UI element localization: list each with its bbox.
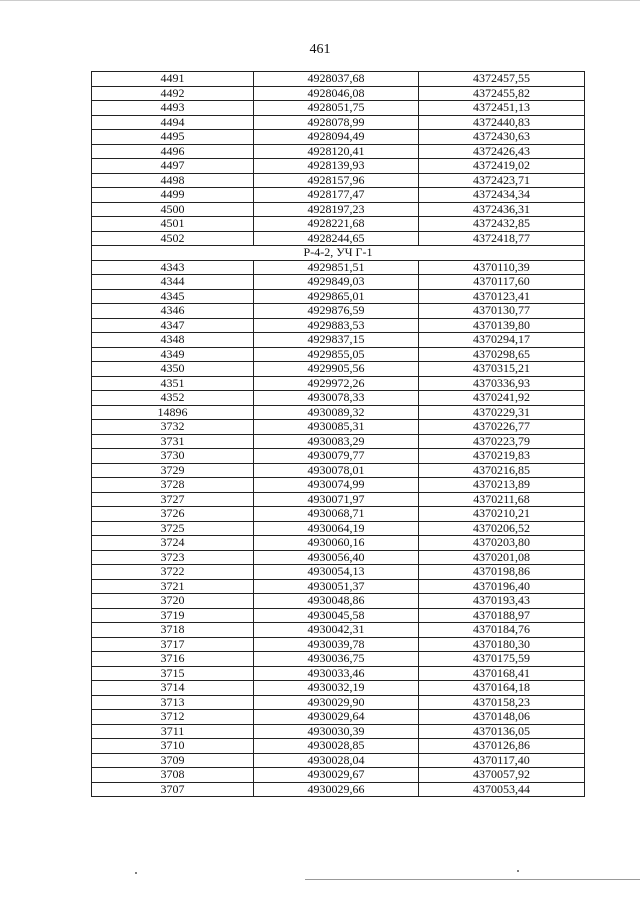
point-number-cell: 3719 [92,608,254,623]
y-coordinate-cell: 4370219,83 [419,449,585,464]
x-coordinate-cell: 4928046,08 [254,86,419,101]
point-number-cell: 4500 [92,202,254,217]
y-coordinate-cell: 4370216,85 [419,463,585,478]
y-coordinate-cell: 4370184,76 [419,623,585,638]
point-number-cell: 4352 [92,391,254,406]
table-row [92,115,585,130]
point-number-cell: 3716 [92,652,254,667]
y-coordinate-cell: 4370210,21 [419,507,585,522]
table-row [92,159,585,174]
point-number-cell: 3710 [92,739,254,754]
scan-top-edge [0,0,640,1]
x-coordinate-cell: 4930048,86 [254,594,419,609]
table-row [92,130,585,145]
table-row [92,579,585,594]
table-row [92,681,585,696]
x-coordinate-cell: 4929837,15 [254,333,419,348]
y-coordinate-cell: 4370053,44 [419,782,585,797]
y-coordinate-cell: 4372418,77 [419,231,585,246]
point-number-cell: 4497 [92,159,254,174]
x-coordinate-cell: 4930033,46 [254,666,419,681]
x-coordinate-cell: 4929972,26 [254,376,419,391]
x-coordinate-cell: 4930064,19 [254,521,419,536]
point-number-cell: 4495 [92,130,254,145]
coordinates-table [91,71,585,797]
x-coordinate-cell: 4930036,75 [254,652,419,667]
table-row [92,768,585,783]
y-coordinate-cell: 4370294,17 [419,333,585,348]
scan-speck-right [517,870,519,872]
y-coordinate-cell: 4370117,40 [419,753,585,768]
table-row [92,507,585,522]
y-coordinate-cell: 4370315,21 [419,362,585,377]
y-coordinate-cell: 4370168,41 [419,666,585,681]
table-row [92,637,585,652]
y-coordinate-cell: 4370211,68 [419,492,585,507]
x-coordinate-cell: 4929876,59 [254,304,419,319]
table-row [92,782,585,797]
table-row [92,550,585,565]
point-number-cell: 3729 [92,463,254,478]
y-coordinate-cell: 4372426,43 [419,144,585,159]
table-row [92,72,585,87]
table-row [92,623,585,638]
table-row [92,652,585,667]
scan-speck-left [135,872,137,874]
table-row [92,173,585,188]
x-coordinate-cell: 4930068,71 [254,507,419,522]
x-coordinate-cell: 4930078,33 [254,391,419,406]
table-row [92,695,585,710]
point-number-cell: 4348 [92,333,254,348]
section-row [92,246,585,261]
table-row [92,478,585,493]
x-coordinate-cell: 4928177,47 [254,188,419,203]
y-coordinate-cell: 4370223,79 [419,434,585,449]
table-row [92,710,585,725]
x-coordinate-cell: 4928120,41 [254,144,419,159]
x-coordinate-cell: 4928197,23 [254,202,419,217]
table-row [92,463,585,478]
point-number-cell: 4349 [92,347,254,362]
point-number-cell: 3717 [92,637,254,652]
point-number-cell: 3732 [92,420,254,435]
point-number-cell: 3725 [92,521,254,536]
point-number-cell: 3724 [92,536,254,551]
point-number-cell: 4498 [92,173,254,188]
x-coordinate-cell: 4930054,13 [254,565,419,580]
point-number-cell: 4501 [92,217,254,232]
y-coordinate-cell: 4372419,02 [419,159,585,174]
point-number-cell: 3712 [92,710,254,725]
x-coordinate-cell: 4930045,58 [254,608,419,623]
x-coordinate-cell: 4928157,96 [254,173,419,188]
x-coordinate-cell: 4930074,99 [254,478,419,493]
y-coordinate-cell: 4372432,85 [419,217,585,232]
table-row [92,492,585,507]
y-coordinate-cell: 4370158,23 [419,695,585,710]
y-coordinate-cell: 4370180,30 [419,637,585,652]
point-number-cell: 4493 [92,101,254,116]
table-body-bottom [92,260,585,797]
table-row [92,333,585,348]
y-coordinate-cell: 4370188,97 [419,608,585,623]
table-row [92,376,585,391]
y-coordinate-cell: 4370164,18 [419,681,585,696]
scan-bottom-edge [305,879,640,880]
point-number-cell: 3730 [92,449,254,464]
x-coordinate-cell: 4930029,64 [254,710,419,725]
point-number-cell: 3723 [92,550,254,565]
y-coordinate-cell: 4370126,86 [419,739,585,754]
table-row [92,753,585,768]
y-coordinate-cell: 4370196,40 [419,579,585,594]
table-row [92,318,585,333]
point-number-cell: 4491 [92,72,254,87]
point-number-cell: 4496 [92,144,254,159]
table-row [92,536,585,551]
x-coordinate-cell: 4928078,99 [254,115,419,130]
y-coordinate-cell: 4372457,55 [419,72,585,87]
point-number-cell: 3727 [92,492,254,507]
x-coordinate-cell: 4928094,49 [254,130,419,145]
x-coordinate-cell: 4930028,85 [254,739,419,754]
y-coordinate-cell: 4370110,39 [419,260,585,275]
x-coordinate-cell: 4929855,05 [254,347,419,362]
table-row [92,144,585,159]
table-row [92,347,585,362]
point-number-cell: 3731 [92,434,254,449]
x-coordinate-cell: 4930030,39 [254,724,419,739]
point-number-cell: 4499 [92,188,254,203]
table-row [92,289,585,304]
point-number-cell: 4351 [92,376,254,391]
x-coordinate-cell: 4928139,93 [254,159,419,174]
point-number-cell: 4346 [92,304,254,319]
y-coordinate-cell: 4370226,77 [419,420,585,435]
y-coordinate-cell: 4370057,92 [419,768,585,783]
table-row [92,666,585,681]
point-number-cell: 3722 [92,565,254,580]
x-coordinate-cell: 4928037,68 [254,72,419,87]
table-row [92,362,585,377]
point-number-cell: 4492 [92,86,254,101]
x-coordinate-cell: 4930089,32 [254,405,419,420]
table-row [92,231,585,246]
point-number-cell: 4344 [92,275,254,290]
page-number: 461 [309,42,331,57]
x-coordinate-cell: 4930042,31 [254,623,419,638]
point-number-cell: 3714 [92,681,254,696]
y-coordinate-cell: 4370213,89 [419,478,585,493]
y-coordinate-cell: 4370175,59 [419,652,585,667]
x-coordinate-cell: 4930029,67 [254,768,419,783]
x-coordinate-cell: 4928244,65 [254,231,419,246]
y-coordinate-cell: 4370117,60 [419,275,585,290]
table-row [92,594,585,609]
point-number-cell: 4350 [92,362,254,377]
x-coordinate-cell: 4930051,37 [254,579,419,594]
point-number-cell: 3709 [92,753,254,768]
table-row [92,275,585,290]
x-coordinate-cell: 4928051,75 [254,101,419,116]
point-number-cell: 4347 [92,318,254,333]
table-row [92,188,585,203]
x-coordinate-cell: 4929883,53 [254,318,419,333]
table-row [92,724,585,739]
point-number-cell: 3711 [92,724,254,739]
point-number-cell: 3718 [92,623,254,638]
y-coordinate-cell: 4370298,65 [419,347,585,362]
y-coordinate-cell: 4370336,93 [419,376,585,391]
point-number-cell: 4502 [92,231,254,246]
y-coordinate-cell: 4370123,41 [419,289,585,304]
x-coordinate-cell: 4930060,16 [254,536,419,551]
point-number-cell: 3707 [92,782,254,797]
y-coordinate-cell: 4370198,86 [419,565,585,580]
y-coordinate-cell: 4372440,83 [419,115,585,130]
y-coordinate-cell: 4370148,06 [419,710,585,725]
x-coordinate-cell: 4929905,56 [254,362,419,377]
point-number-cell: 3720 [92,594,254,609]
table-row [92,739,585,754]
x-coordinate-cell: 4930039,78 [254,637,419,652]
y-coordinate-cell: 4370139,80 [419,318,585,333]
x-coordinate-cell: 4929851,51 [254,260,419,275]
x-coordinate-cell: 4930078,01 [254,463,419,478]
y-coordinate-cell: 4370206,52 [419,521,585,536]
x-coordinate-cell: 4930056,40 [254,550,419,565]
table-row [92,304,585,319]
x-coordinate-cell: 4930083,29 [254,434,419,449]
x-coordinate-cell: 4930085,31 [254,420,419,435]
x-coordinate-cell: 4930071,97 [254,492,419,507]
table-body-top [92,72,585,246]
y-coordinate-cell: 4370203,80 [419,536,585,551]
y-coordinate-cell: 4370201,08 [419,550,585,565]
table-row [92,86,585,101]
table-row [92,449,585,464]
y-coordinate-cell: 4372434,34 [419,188,585,203]
table-row [92,405,585,420]
table-row [92,565,585,580]
point-number-cell: 14896 [92,405,254,420]
y-coordinate-cell: 4370241,92 [419,391,585,406]
x-coordinate-cell: 4930028,04 [254,753,419,768]
x-coordinate-cell: 4930032,19 [254,681,419,696]
y-coordinate-cell: 4372455,82 [419,86,585,101]
point-number-cell: 3713 [92,695,254,710]
point-number-cell: 4494 [92,115,254,130]
table-row [92,260,585,275]
y-coordinate-cell: 4370136,05 [419,724,585,739]
point-number-cell: 3721 [92,579,254,594]
table-row [92,101,585,116]
y-coordinate-cell: 4370130,77 [419,304,585,319]
y-coordinate-cell: 4372451,13 [419,101,585,116]
y-coordinate-cell: 4372430,63 [419,130,585,145]
x-coordinate-cell: 4930029,66 [254,782,419,797]
x-coordinate-cell: 4929865,01 [254,289,419,304]
table-row [92,434,585,449]
table-row [92,420,585,435]
point-number-cell: 3726 [92,507,254,522]
table-row [92,391,585,406]
point-number-cell: 3728 [92,478,254,493]
point-number-cell: 4343 [92,260,254,275]
table-section-header [92,246,585,261]
y-coordinate-cell: 4370193,43 [419,594,585,609]
point-number-cell: 3715 [92,666,254,681]
y-coordinate-cell: 4372436,31 [419,202,585,217]
x-coordinate-cell: 4929849,03 [254,275,419,290]
x-coordinate-cell: 4930029,90 [254,695,419,710]
section-title: Р-4-2, УЧ Г-1 [92,246,585,261]
point-number-cell: 3708 [92,768,254,783]
point-number-cell: 4345 [92,289,254,304]
y-coordinate-cell: 4372423,71 [419,173,585,188]
x-coordinate-cell: 4930079,77 [254,449,419,464]
table-row [92,217,585,232]
table-row [92,521,585,536]
y-coordinate-cell: 4370229,31 [419,405,585,420]
x-coordinate-cell: 4928221,68 [254,217,419,232]
table-row [92,202,585,217]
table-row [92,608,585,623]
